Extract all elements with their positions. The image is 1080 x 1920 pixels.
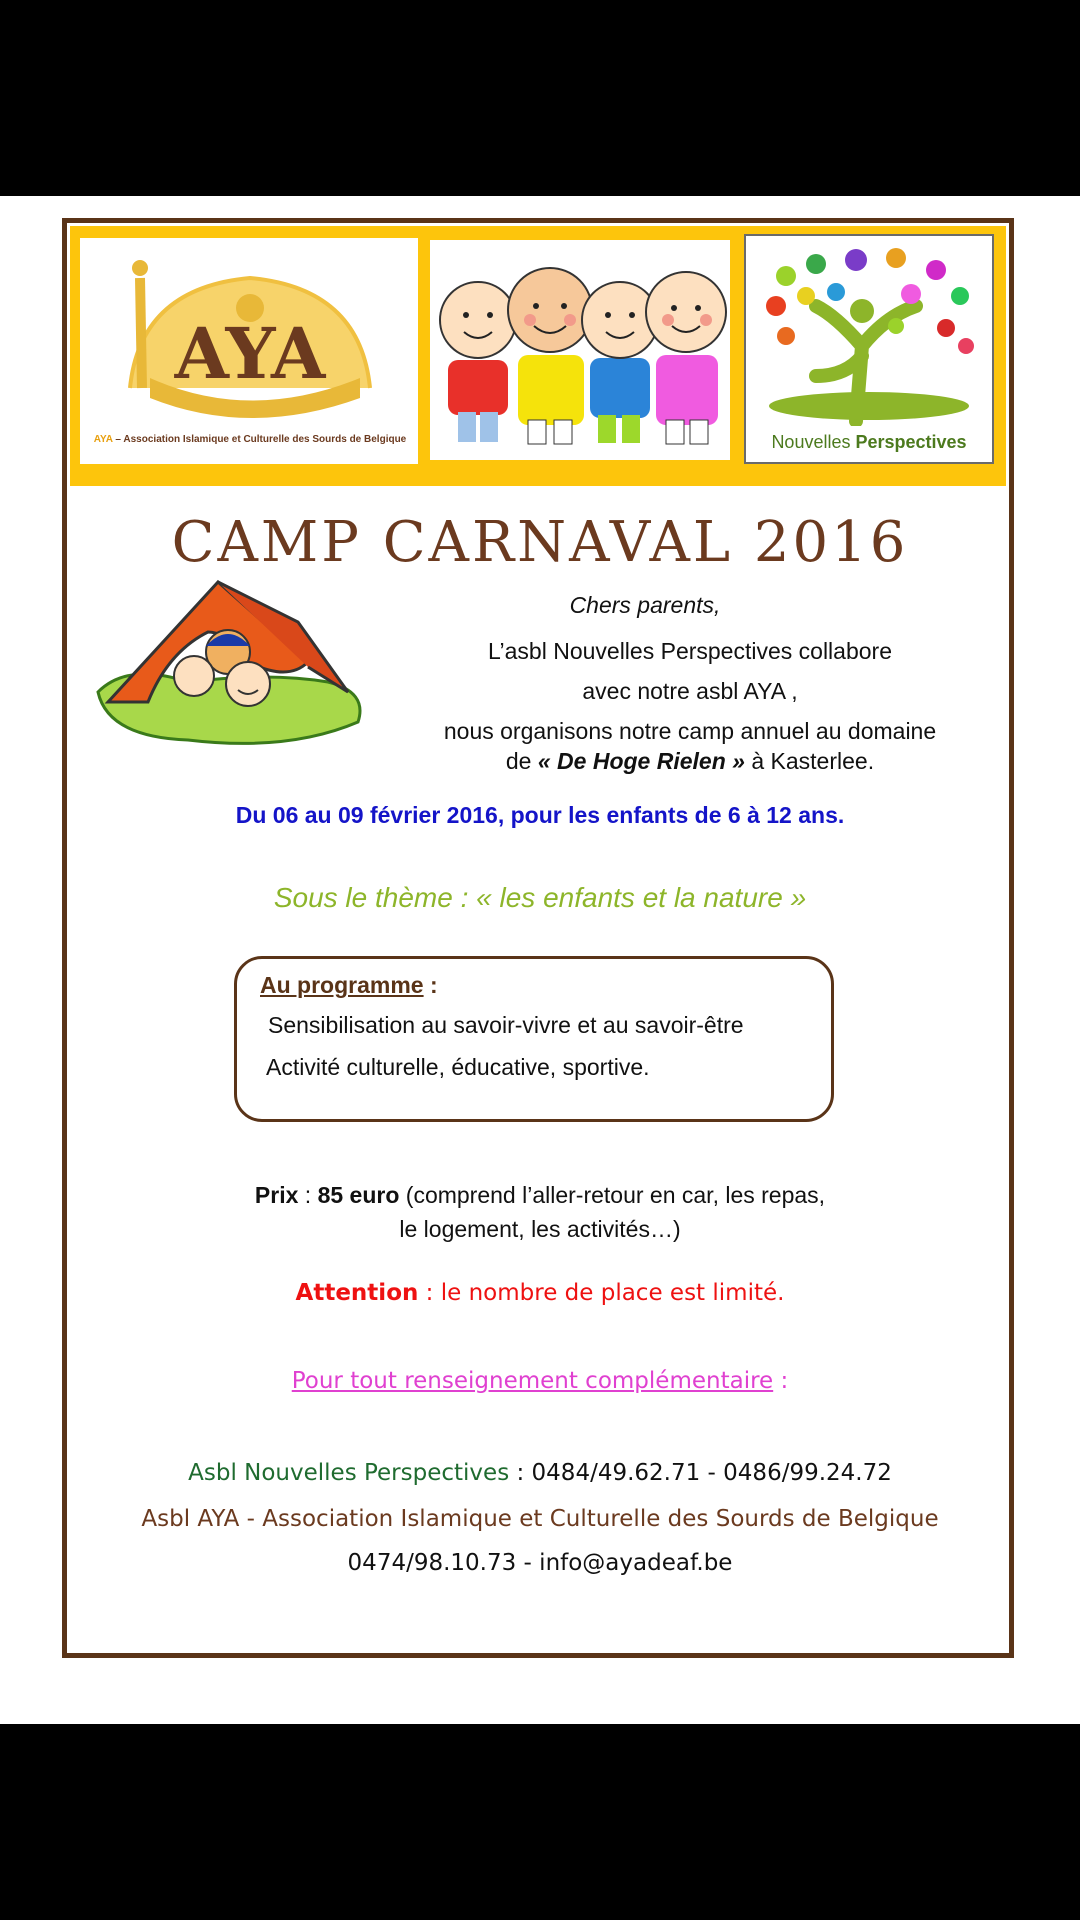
price-line-1: Prix : 85 euro (comprend l’aller-retour en car, les repas, (254, 1182, 826, 1208)
greeting-text: Chers parents, (569, 592, 721, 618)
tent-graphic (88, 572, 378, 752)
aya-logo (80, 238, 418, 464)
children-illustration (430, 240, 730, 460)
aya-logo-graphic (80, 238, 418, 464)
info-heading: Pour tout renseignement complémentaire : (291, 1368, 789, 1394)
attention-label: Attention (295, 1280, 419, 1306)
price-line-2: le logement, les activités…) (399, 1216, 681, 1242)
intro-line-3: nous organisons notre camp annuel au domaine (443, 718, 937, 744)
price-amount: 85 euro (317, 1182, 400, 1208)
tent-illustration (88, 572, 378, 752)
attention-line: Attention : le nombre de place est limité. (295, 1280, 785, 1306)
dates-line: Du 06 au 09 février 2016, pour les enfants de 6 à 12 ans. (235, 802, 845, 828)
aya-logo-caption: AYA – Association Islamique et Culturelle des Sourds de Belgique (93, 434, 407, 445)
program-item: Activité culturelle, éducative, sportive. (266, 1054, 650, 1080)
nouvelles-perspectives-logo (744, 234, 994, 464)
intro-line-4: de « De Hoge Rielen » à Kasterlee. (505, 748, 875, 774)
np-contact-name: Asbl Nouvelles Perspectives (188, 1460, 510, 1486)
child-1 (440, 282, 516, 442)
tree-hands-graphic (746, 236, 992, 426)
price-label: Prix (254, 1182, 299, 1208)
intro-line-2: avec notre asbl AYA , (582, 678, 798, 704)
aya-logo-mark: AYA (174, 312, 326, 395)
program-item: Sensibilisation au savoir-vivre et au savoir-être (268, 1012, 744, 1038)
page-title: CAMP CARNAVAL 2016 (171, 510, 909, 575)
np-contact-line: Asbl Nouvelles Perspectives : 0484/49.62.71 - 0486/99.24.72 (188, 1460, 892, 1486)
program-heading: Au programme : (260, 972, 438, 998)
children-cartoon (430, 240, 730, 460)
theme-line: Sous le thème : « les enfants et la nature » (273, 882, 807, 913)
intro-line-1: L’asbl Nouvelles Perspectives collabore (488, 638, 892, 664)
np-logo-text: Nouvelles Perspectives (771, 432, 967, 452)
aya-contact-name: Asbl AYA - Association Islamique et Culturelle des Sourds de Belgique (141, 1506, 939, 1532)
child-2 (508, 268, 592, 444)
child-4 (646, 272, 726, 444)
venue-name: « De Hoge Rielen » (537, 748, 745, 774)
aya-contact-details: 0474/98.10.73 - info@ayadeaf.be (347, 1550, 733, 1576)
